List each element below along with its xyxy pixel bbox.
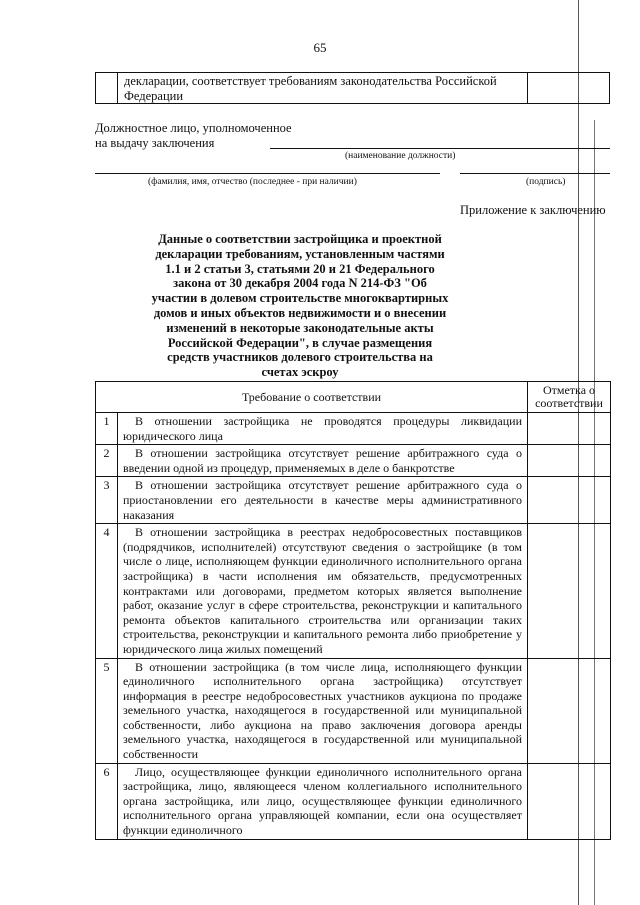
row-mark-cell (528, 658, 611, 763)
row-number: 3 (96, 477, 118, 524)
row-number: 6 (96, 763, 118, 839)
row-requirement (118, 413, 528, 445)
row-mark-cell (528, 413, 611, 445)
signature-underline (460, 173, 610, 174)
name-caption: (фамилия, имя, отчество (последнее - при наличии) (148, 177, 357, 187)
continued-row-mark-cell (528, 73, 609, 103)
signature-caption: (подпись) (526, 177, 566, 187)
table-row (96, 413, 611, 445)
row-text: В отношении застройщика отсутствует решение арбитражного суда о приостановлении его деятельности в качестве меры административного наказания (123, 478, 522, 522)
table-row (96, 445, 611, 477)
document-title: Данные о соответствии застройщика и проектной декларации требованиям, установленным частями 1.1 и 2 статьи 3, статьями 20 и 21 Федерального закона от 30 декабря 2004 года N 214-ФЗ "Об участии в долевом строительстве многоквартирных домов и иных объектов недвижимости и о внесении изменений в некоторые законодательные акты Российской Федерации", в случае размещения средств участников долевого строительства на счетах эскроу (151, 232, 449, 380)
row-requirement (118, 658, 528, 763)
table-header-row (96, 382, 611, 413)
continued-row-num-cell (96, 73, 118, 103)
continued-row-text: декларации, соответствует требованиям законодательства Российской Федерации (118, 73, 528, 103)
official-label-line1: Должностное лицо, уполномоченное (95, 121, 292, 135)
table-row (96, 658, 611, 763)
table-row (96, 477, 611, 524)
row-number: 2 (96, 445, 118, 477)
row-requirement (118, 524, 528, 658)
row-text: В отношении застройщика (в том числе лица, исполняющего функции единоличного исполнительного органа застройщика) отсутствует информация в реестре недобросовестных участников аукциона по продаже земельного участка, находящегося в государственной или муниципальной собственности, либо аукциона на право заключения договора аренды земельного участка, находящегося в государственной или муниципальной собственности (123, 659, 522, 762)
official-label-line2: на выдачу заключения (95, 136, 215, 150)
row-requirement (118, 477, 528, 524)
requirements-table (95, 381, 611, 840)
row-requirement (118, 763, 528, 839)
appendix-label: Приложение к заключению (460, 203, 606, 217)
row-mark-cell (528, 445, 611, 477)
row-requirement (118, 445, 528, 477)
row-mark-cell (528, 763, 611, 839)
row-mark-cell (528, 524, 611, 658)
row-text: В отношении застройщика отсутствует решение арбитражного суда о введении одной из процедур, применяемых в деле о банкротстве (123, 446, 522, 475)
row-mark-cell (528, 477, 611, 524)
continued-table-row (95, 72, 610, 104)
table-row (96, 524, 611, 658)
page-number: 65 (313, 40, 327, 55)
header-requirement: Требование о соответствии (96, 382, 528, 413)
row-text: В отношении застройщика в реестрах недобросовестных поставщиков (подрядчиков, исполнителей) отсутствуют сведения о застройщике (в том числе о лице, исполняющем функции единоличного исполнительного органа застройщика) в части исполнения им обязательств, предусмотренных контрактами или договорами, предметом которых является выполнение работ, оказание услуг в сфере строительства, реконструкции и капитального ремонта объектов капитального строительства или организации таких строительства, реконструкции и капитального ремонта либо приобретение у юридического лица жилых помещений (123, 525, 522, 656)
row-number: 1 (96, 413, 118, 445)
table-row (96, 763, 611, 839)
row-text: В отношении застройщика не проводятся процедуры ликвидации юридического лица (123, 414, 522, 443)
position-caption: (наименование должности) (345, 151, 456, 161)
row-text: Лицо, осуществляющее функции единоличного исполнительного органа застройщика, лицо, являющееся членом коллегиального исполнительного органа застройщика, или лицо, осуществляющее функции единоличного исполнительного органа управляющей компании, если она осуществляет функции единоличного (123, 764, 522, 838)
position-underline (270, 148, 610, 149)
header-mark: Отметка о соответствии (528, 382, 611, 413)
name-underline (95, 173, 440, 174)
row-number: 4 (96, 524, 118, 658)
row-number: 5 (96, 658, 118, 763)
